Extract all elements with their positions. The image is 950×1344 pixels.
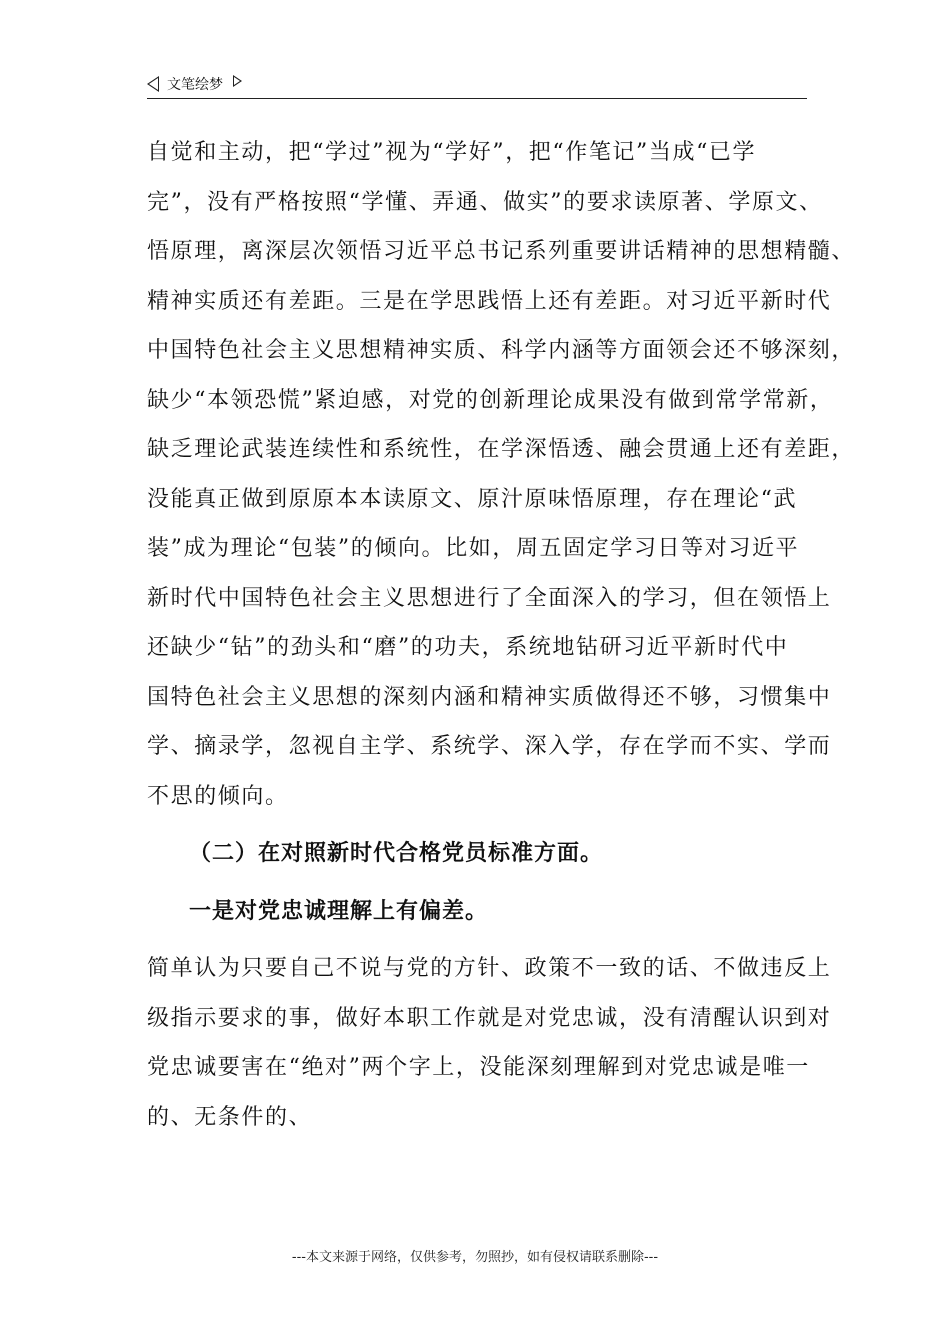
body-line: 还缺少“钻”的劲头和“磨”的功夫，系统地钻研习近平新时代中 <box>147 635 789 660</box>
body-line: 装”成为理论“包装”的倾向。比如，周五固定学习日等对习近平 <box>147 536 800 561</box>
document-body <box>147 128 856 1142</box>
body-line: 不思的倾向。 <box>147 783 289 809</box>
body-line: 悟原理，离深层次领悟习近平总书记系列重要讲话精神的思想精髓、 <box>147 239 856 264</box>
body-line: 缺乏理论武装连续性和系统性，在学深悟透、融会贯通上还有差距， <box>147 437 856 462</box>
body-line: 精神实质还有差距。三是在学思践悟上还有差距。对习近平新时代 <box>147 288 832 314</box>
body-line: 新时代中国特色社会主义思想进行了全面深入的学习，但在领悟上 <box>147 585 832 611</box>
header-title: 文笔绘梦 <box>167 77 223 93</box>
page-footer: ---本文来源于网络，仅供参考，勿照抄，如有侵权请联系删除--- <box>291 1250 659 1265</box>
body-line: 简单认为只要自己不说与党的方针、政策不一致的话、不做违反上 <box>147 956 832 981</box>
triangle-right-icon <box>233 75 242 87</box>
body-line: 国特色社会主义思想的深刻内涵和精神实质做得还不够，习惯集中 <box>147 684 832 710</box>
body-line: 的、无条件的、 <box>147 1104 313 1130</box>
triangle-left-icon <box>147 76 159 92</box>
body-line: 学、摘录学，忽视自主学、系统学、深入学，存在学而不实、学而 <box>147 734 832 759</box>
body-line: 完”，没有严格按照“学懂、弄通、做实”的要求读原著、学原文、 <box>147 189 823 215</box>
sub-heading: 一是对党忠诚理解上有偏差。 <box>189 898 489 924</box>
body-line: 缺少“本领恐慌”紧迫感，对党的创新理论成果没有做到常学常新， <box>147 387 834 413</box>
body-line: 中国特色社会主义思想精神实质、科学内涵等方面领会还不够深刻， <box>147 338 856 363</box>
body-line: 自觉和主动，把“学过”视为“学好”，把“作笔记”当成“已学 <box>147 140 757 165</box>
header-brand <box>147 74 242 94</box>
section-heading: （二）在对照新时代合格党员标准方面。 <box>189 841 604 866</box>
body-line: 党忠诚要害在“绝对”两个字上，没能深刻理解到对党忠诚是唯一 <box>147 1055 810 1080</box>
body-line: 级指示要求的事，做好本职工作就是对党忠诚，没有清醒认识到对 <box>147 1005 832 1031</box>
page-header <box>147 70 807 99</box>
body-line: 没能真正做到原原本本读原文、原汁原味悟原理，存在理论“武 <box>147 486 798 512</box>
